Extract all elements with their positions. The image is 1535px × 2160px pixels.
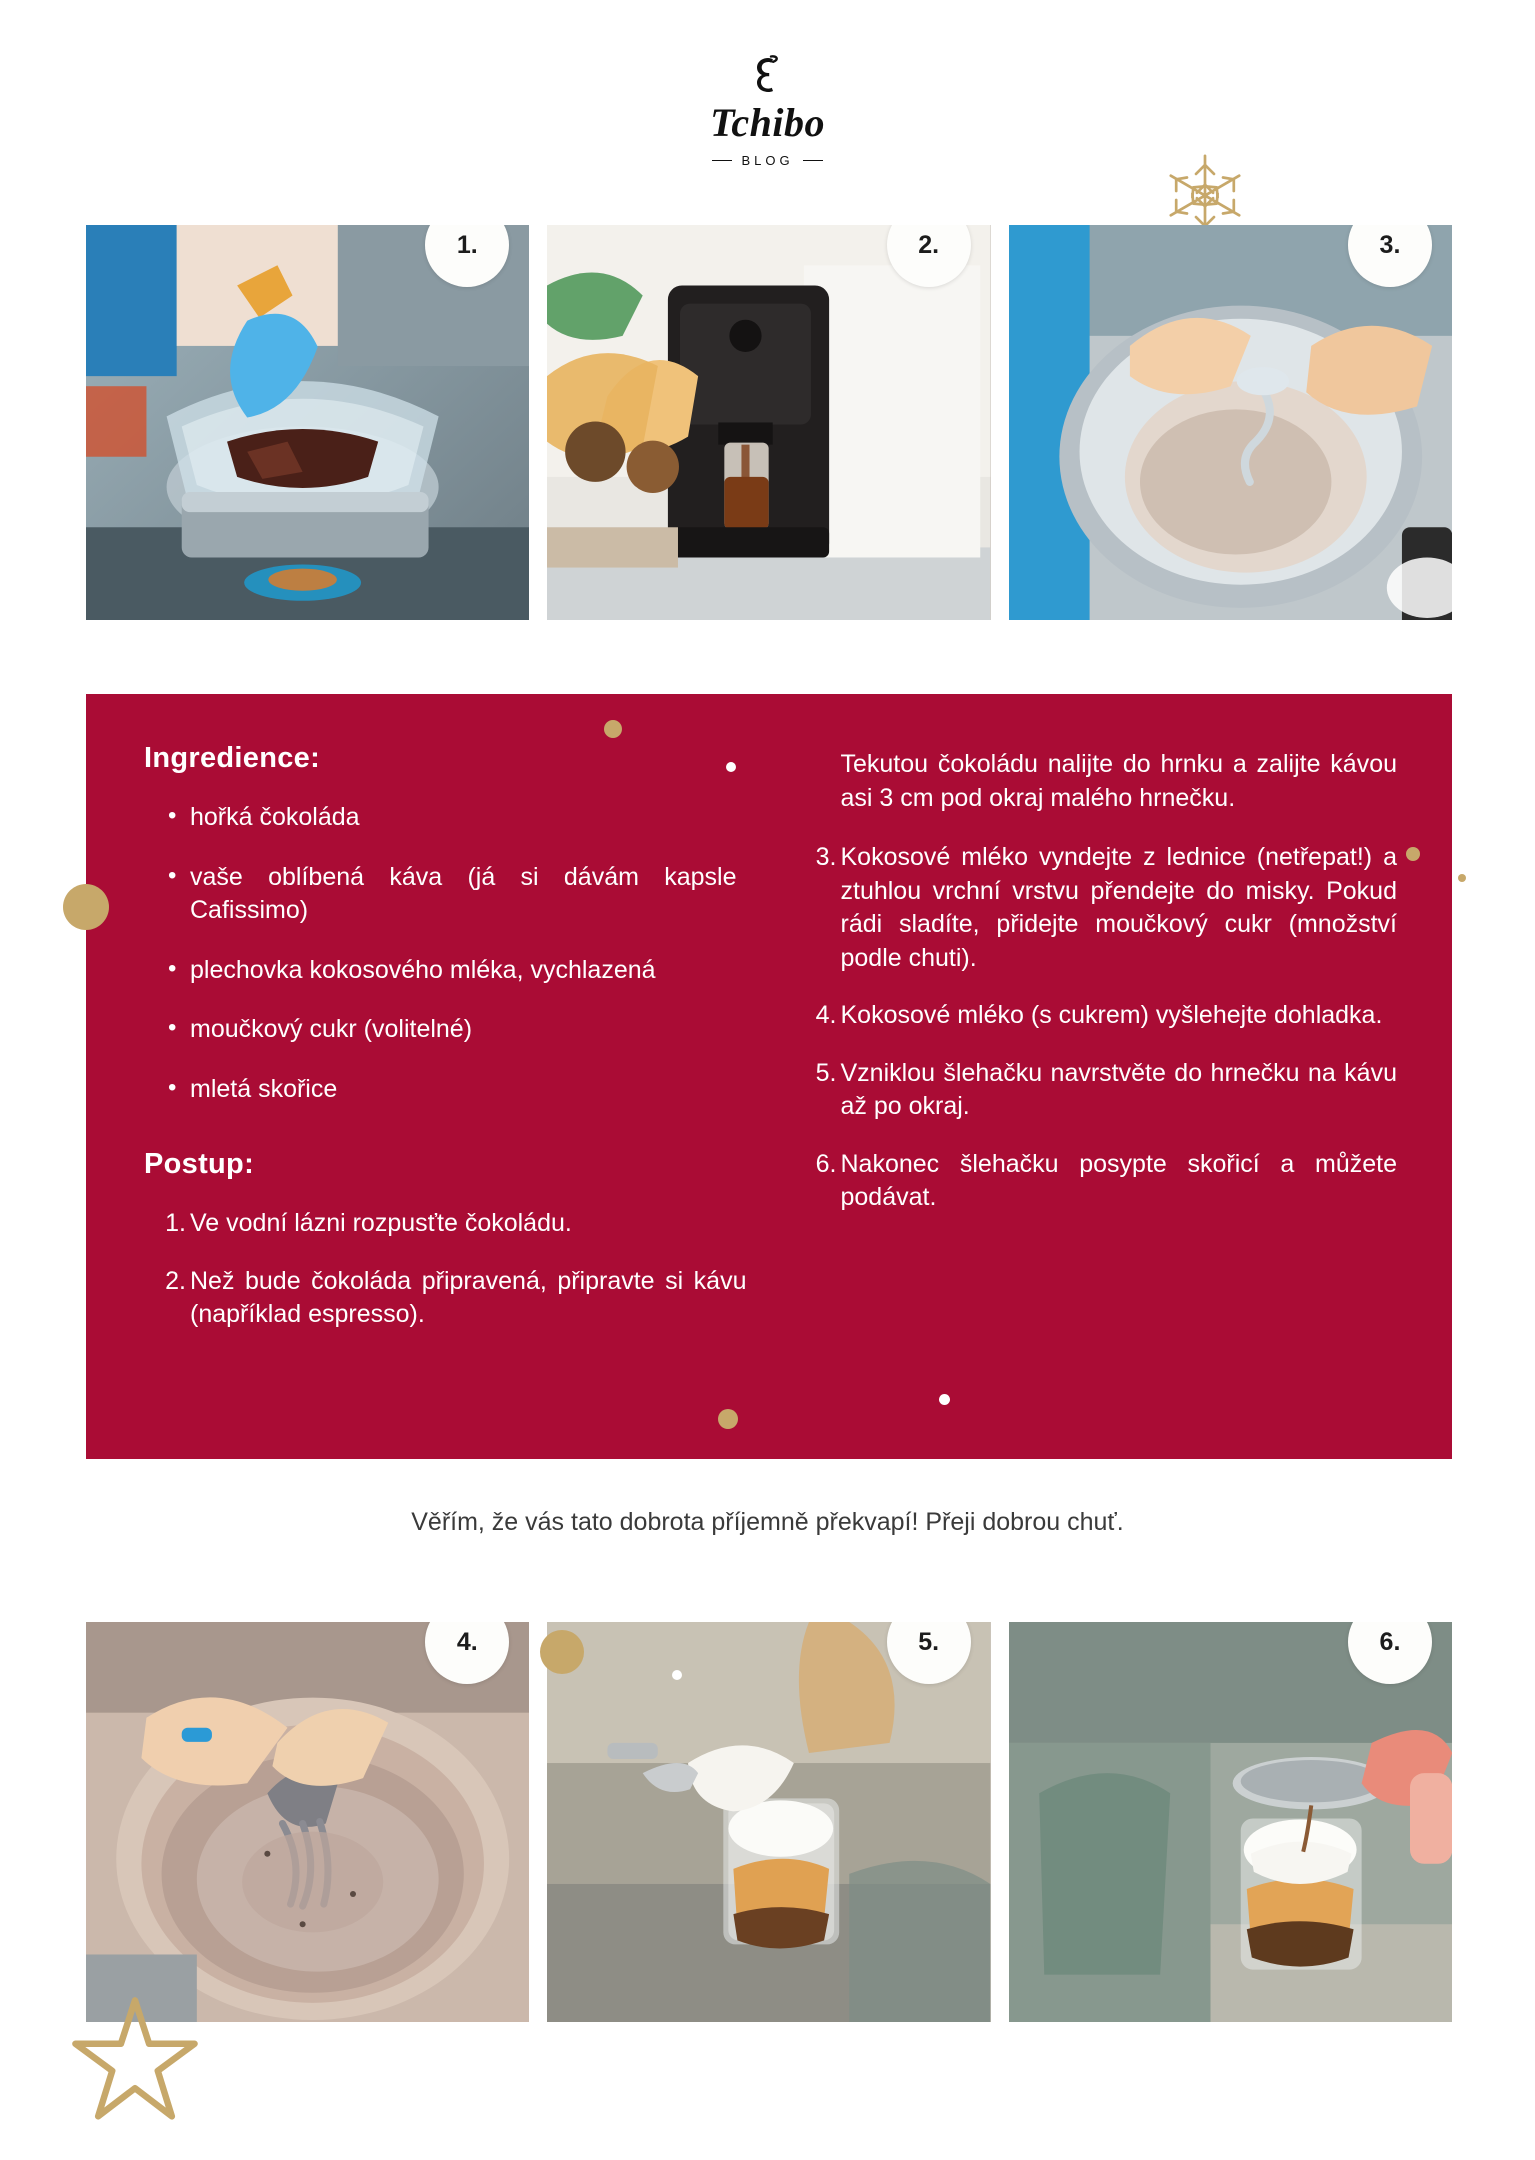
decor-dot [1406, 847, 1420, 861]
ingredients-title: Ingredience: [144, 742, 321, 774]
list-item: • moučkový cukr (volitelné) [144, 1013, 747, 1047]
list-item: • plechovka kokosového mléka, vychlazená [144, 954, 747, 988]
list-item: • hořká čokoláda [144, 801, 747, 835]
step-badge: 2. [887, 225, 971, 287]
star-icon [70, 1995, 200, 2125]
brand-sub [712, 153, 822, 168]
ingredients-list [144, 801, 747, 1106]
list-item: • mletá skořice [144, 1073, 747, 1107]
photo-step-3 [1009, 225, 1452, 620]
photo-strip-top [86, 225, 1452, 620]
method-step-2-continued: Tekutou čokoládu nalijte do hrnku a zalijte kávou asi 3 cm pod okraj malého hrnečku. [840, 750, 1397, 812]
recipe-card [86, 694, 1452, 1459]
decor-dot [939, 1394, 950, 1405]
closing-caption: Věřím, že vás tato dobrota příjemně překvapí! Přeji dobrou chuť. [411, 1508, 1124, 1536]
decor-dot [604, 720, 622, 738]
list-item: • vaše oblíbená káva (já si dávám kapsle Cafissimo) [144, 861, 747, 928]
brand-name: Tchibo [710, 100, 825, 145]
decor-dot [718, 1409, 738, 1429]
step-badge: 6. [1348, 1622, 1432, 1684]
step-badge: 5. [887, 1622, 971, 1684]
photo-step-5 [547, 1622, 990, 2022]
brand-sub-label: BLOG [741, 153, 794, 168]
photo-strip-bottom [86, 1622, 1452, 2022]
decor-dot [726, 762, 736, 772]
photo-step-1 [86, 225, 529, 620]
tchibo-bean-icon [745, 55, 791, 101]
list-item: Ve vodní lázni rozpusťte čokoládu. [190, 1209, 572, 1237]
method-steps-left [144, 1207, 747, 1332]
ingredients-column [144, 742, 747, 1419]
decor-dot [1458, 874, 1466, 882]
brand-logo [0, 55, 1535, 168]
decor-dot-large [540, 1630, 584, 1674]
divider-right [803, 160, 823, 162]
divider-left [712, 160, 732, 162]
step-badge: 1. [425, 225, 509, 287]
decor-dot-large [63, 884, 109, 930]
step-badge: 4. [425, 1622, 509, 1684]
list-item: Kokosové mléko (s cukrem) vyšlehejte dohladka. [840, 1001, 1383, 1029]
list-item: Kokosové mléko vyndejte z lednice (netřepat!) a ztuhlou vrchní vrstvu přendejte do misky. Pokud rádi sladíte, přidejte moučkový cukr (množství podle chuti). [840, 843, 1397, 972]
step-badge: 3. [1348, 225, 1432, 287]
list-item: Nakonec šlehačku posypte skořicí a můžete podávat. [840, 1149, 1397, 1211]
photo-step-4 [86, 1622, 529, 2022]
list-item: Než bude čokoláda připravená, připravte si kávu (například espresso). [190, 1266, 747, 1328]
photo-step-2 [547, 225, 990, 620]
photo-step-6 [1009, 1622, 1452, 2022]
list-item: Vzniklou šlehačku navrstvěte do hrnečku na kávu až po okraj. [840, 1058, 1397, 1120]
method-title: Postup: [144, 1148, 255, 1180]
method-steps-right [795, 841, 1398, 1215]
method-column-right [795, 742, 1398, 1419]
decor-dot [672, 1670, 682, 1680]
